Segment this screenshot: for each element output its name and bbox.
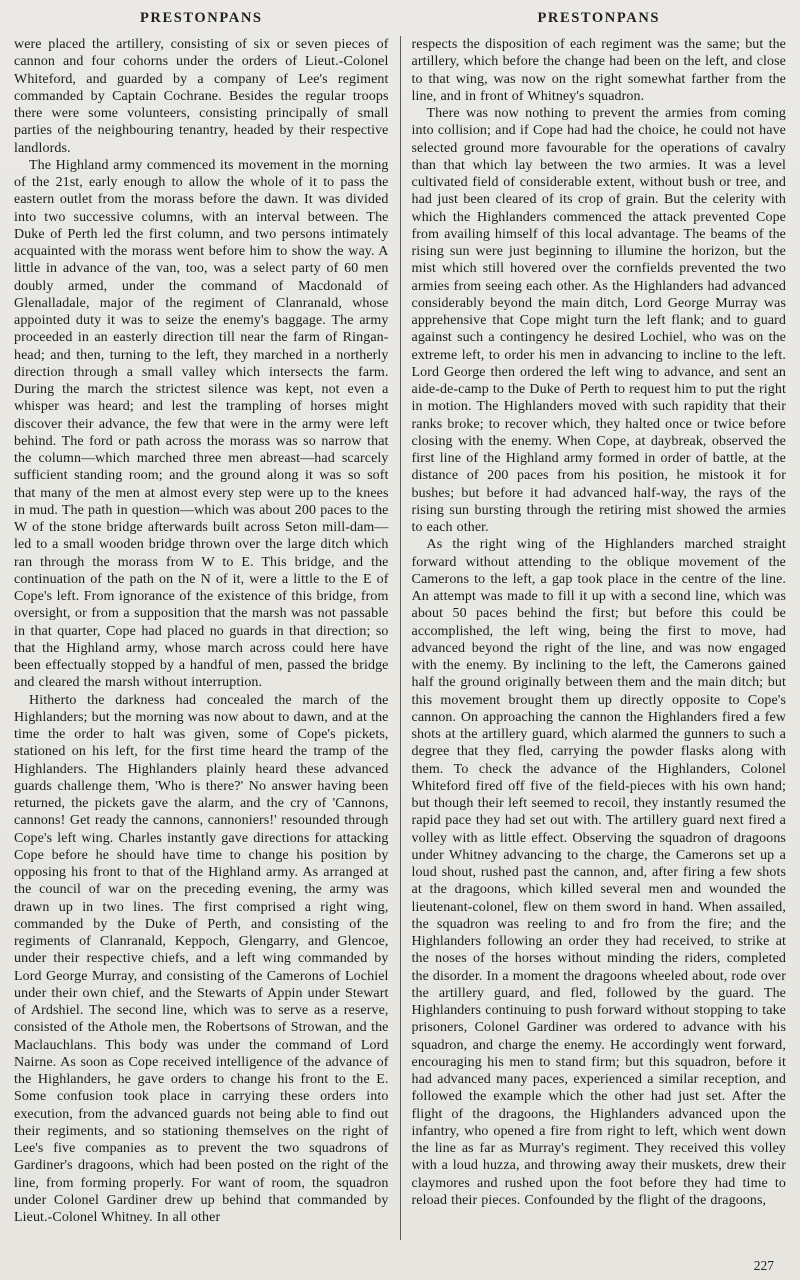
left-paragraph: Hitherto the darkness had concealed the march of the Highlanders; but the morning was now about to dawn, and at the time the order to halt was given, some of Cope's pickets, stationed on his left, for the first time heard the tramp of the Highlanders. The Highlanders plainly heard these advanced guards challenge them, 'Who is there?' No answer having been returned, the pickets gave the alarm, and the cry of 'Cannons, cannons! Get ready the cannons, cannoniers!' resounded through Cope's left wing. Charles instantly gave directions for attacking Cope before he should have time to change his position by opposing his front to that of the Highland army. As arranged at the council of war on the preceding evening, the army was drawn up in two lines. The first comprised a right wing, commanded by the Duke of Perth, and consisting of the regiments of Clanranald, Keppoch, Glengarry, and Glencoe, under their respective chiefs, and a left wing commanded by Lord George Murray, and consisting of the Camerons of Lochiel under their own chief, and the Stewarts of Appin under Stewart of Ardshiel. The second line, which was to serve as a reserve, consisted of the Athole men, the Robertsons of Strowan, and the Maclauchlans. This body was under the command of Lord Nairne. As soon as Cope received intelligence of the advance of the Highlanders, he gave orders to change his front to the E. Some confusion took place in carrying these orders into execution, from the advanced guards not being able to find out their regiments, and so stationing themselves on the right of Lee's five companies as to prevent the two squadrons of Gardiner's dragoons, which had been posted on the right of the line, from forming properly. For want of room, the squadron under Colonel Gardiner drew up behind that commanded by Lieut.-Colonel Whitney. In all other: [14, 692, 389, 1225]
running-head-left: PRESTONPANS: [139, 10, 263, 26]
right-column: [412, 10, 787, 1254]
left-paragraph: The Highland army commenced its movement in the morning of the 21st, early enough to allow the whole of it to pass the eastern outlet from the morass before the dawn. It was divided into two successive columns, with an interval between. The Duke of Perth led the first column, and two persons intimately acquainted with the morass went before him to show the way. A little in advance of the van, too, was a select party of 60 men doubly armed, under the command of Macdonald of Glenalladale, major of the regiment of Clanranald, whose appointed duty it was to seize the enemy's baggage. The army proceeded in an easterly direction till near the farm of Ringan-head; and then, turning to the left, they marched in a northerly direction through a small valley which intersects the farm. During the march the strictest silence was kept, not even a whisper was heard; and lest the trampling of horses might discover their advance, the few that were in the army were left behind. The ford or path across the morass was so narrow that the column—which marched three men abreast—had scarcely sufficient standing room; and the ground along it was so soft that many of the men at almost every step were up to the knees in mud. The path in question—which was about 200 paces to the W of the stone bridge afterwards built across Seton mill-dam—led to a small wooden bridge thrown over the large ditch which ran through the morass from W to E. This bridge, and the continuation of the path on the N of it, were a little to the E of Cope's left. From ignorance of the existence of this bridge, from oversight, or from a supposition that the marsh was not passable in that quarter, Cope had placed no guards in that direction; so that the Highland army, whose march across could here have been effectually stopped by a handful of men, passed the bridge and cleared the marsh without interruption.: [14, 157, 389, 691]
right-paragraph: As the right wing of the Highlanders marched straight forward without attending to the oblique movement of the Camerons to the left, a gap took place in the centre of the line. An attempt was made to fill it up with a second line, which was about 50 paces behind the first; but before this could be accomplished, the left wing, being the first to move, had advanced beyond the right of the line, and was now engaged with the enemy. By inclining to the left, the Camerons gained half the ground originally between them and the main ditch; but this movement brought them up directly opposite to Cope's cannon. On approaching the cannon the Highlanders fired a few shots at the artillery guard, which alarmed the gunners to such a degree that they fled, carrying the powder flasks along with them. To check the advance of the Highlanders, Colonel Whiteford fired off five of the field-pieces with his own hand; but though their left seemed to recoil, they instantly resumed the rapid pace they had set out with. The artillery guard next fired a volley with as little effect. Observing the squadron of dragoons under Whitney advancing to the charge, the Camerons set up a loud shout, rushed past the cannon, and, after firing a few shots at the dragoons, which killed several men and wounded the lieutenant-colonel, flew on them sword in hand. When assailed, the squadron was reeling to and fro from the fire; and the Highlanders following an order they had received, to strike at the noses of the horses without minding the riders, completed the disorder. In a moment the dragoons wheeled about, rode over the artillery guard, and fled, followed by the guard. The Highlanders continuing to push forward without stopping to take prisoners, Colonel Gardiner was ordered to advance with his squadron, and charge the enemy. He accordingly went forward, encouraging his men to stand firm; but this squadron, before it had advanced many paces, experienced a similar reception, and followed the example which the other had just set. After the flight of the dragoons, the Highlanders advanced upon the infantry, who opened a fire from right to left, which went down the line as far as Murray's regiment. They received this volley with a loud huzza, and throwing away their muskets, drew their claymores and rushed upon the foot before they had time to reload their pieces. Confounded by the flight of the dragoons,: [411, 537, 786, 1208]
right-paragraph: There was now nothing to prevent the armies from coming into collision; and if Cope had had the choice, he could not have selected ground more favourable for the operations of cavalry than that which lay between the two armies. It was a level cultivated field of considerable extent, without bush or tree, and had just been cleared of its crop of grain. But the celerity with which the Highlanders commenced the attack prevented Cope from availing himself of this local advantage. The beams of the rising sun were just beginning to illumine the horizon, but the mist which still hovered over the cornfields prevented the two armies from seeing each other. As the Highlanders had advanced considerably beyond the main ditch, Lord George Murray was apprehensive that Cope might turn the left flank; and to guard against such a contingency he desired Lochiel, who was on the extreme left, to order his men in advancing to incline to the left. Lord George then ordered the left wing to advance, and sent an aide-de-camp to the Duke of Perth to request him to put the right in motion. The Highlanders moved with such rapidity that their ranks broke; to recover which, they halted once or twice before closing with the enemy. When Cope, at daybreak, observed the first line of the Highland army formed in order of battle, at the distance of 200 paces from his position, he mistook it for bushes; but before it had advanced half-way, the rays of the rising sun bursting through the retiring mist showed the armies to each other.: [411, 106, 786, 535]
page-number: 227: [753, 1258, 774, 1273]
column-divider-rule: [400, 36, 401, 1240]
running-head-right: PRESTONPANS: [537, 10, 661, 26]
right-paragraph-continuation: respects the disposition of each regiment was the same; but the artillery, which before the change had been on the left, and close to that wing, was now on the right somewhat farther from the line, and in front of Whitney's squadron.: [411, 37, 786, 104]
left-column: [14, 10, 389, 1254]
left-paragraph-continuation: were placed the artillery, consisting of six or seven pieces of cannon and four cohorns under the orders of Lieut.-Colonel Whiteford, and guarded by a company of Lee's regiment commanded by Captain Cochrane. Besides the regular troops there were some volunteers, consisting principally of small parties of the neighbouring tenantry, headed by their respective landlords.: [14, 37, 389, 156]
two-column-text-block: [14, 10, 786, 1254]
